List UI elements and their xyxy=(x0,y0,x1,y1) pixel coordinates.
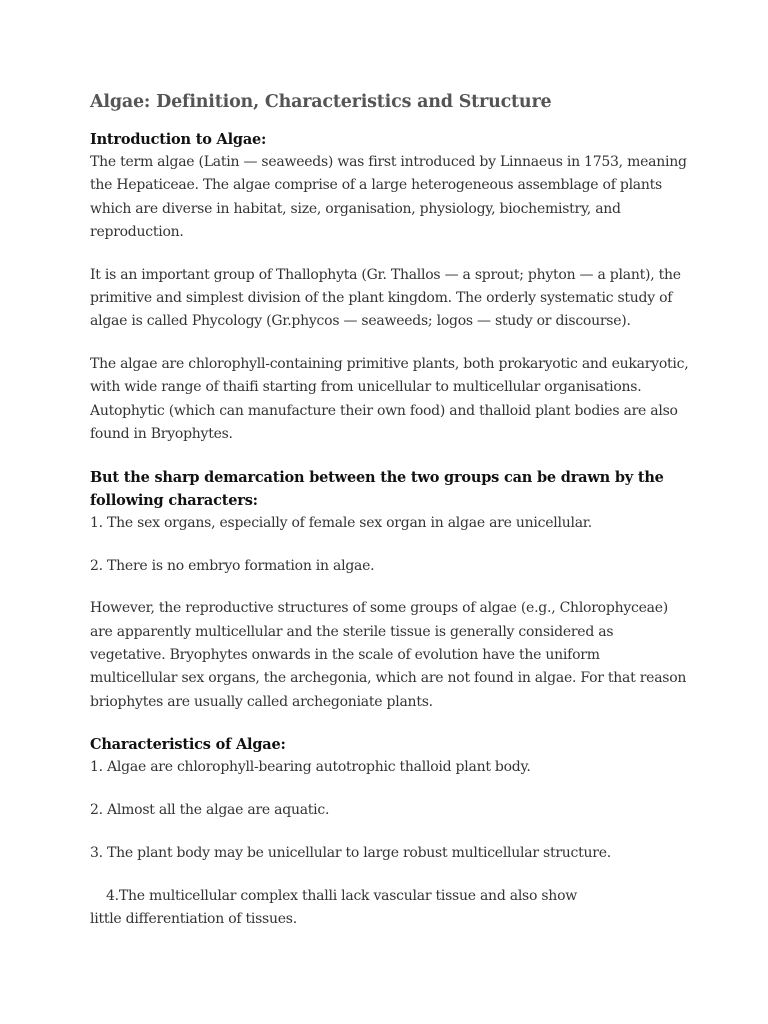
demarcation-heading: But the sharp demarcation between the two groups can be drawn by the following characters: xyxy=(90,468,664,509)
demarcation-item-2: 2. There is no embryo formation in algae. xyxy=(90,557,375,574)
characteristic-item-1: 1. Algae are chlorophyll-bearing autotrophic thalloid plant body. xyxy=(90,759,531,776)
article xyxy=(90,88,690,931)
demarcation-paragraph: However, the reproductive structures of some groups of algae (e.g., Chlorophyceae) are apparently multicellular and the sterile tissue is generally considered as vegetative. Bryophytes onwards in the scale of evolution have the uniform multicellular sex organs, the archegonia, which are not found in algae. For that reason briophytes are usually called archegoniate plants. xyxy=(90,600,687,710)
characteristic-item-4-line-2: little differentiation of tissues. xyxy=(90,911,297,928)
intro-paragraph-1: The term algae (Latin — seaweeds) was first introduced by Linnaeus in 1753, meaning the Hepaticeae. The algae comprise of a large heterogeneous assemblage of plants which are diverse in habitat, size, organisation, physiology, biochemistry, and reproduction. xyxy=(90,154,687,240)
characteristic-item-4-line-1: 4.The multicellular complex thalli lack vascular tissue and also show xyxy=(106,887,577,904)
intro-heading: Introduction to Algae: xyxy=(90,131,267,148)
intro-paragraph-3: The algae are chlorophyll-containing primitive plants, both prokaryotic and eukaryotic, with wide range of thaifi starting from unicellular to multicellular organisations. Autophytic (which can manufacture their own food) and thalloid plant bodies are also found in Bryophytes. xyxy=(90,356,689,442)
intro-paragraph-2: It is an important group of Thallophyta (Gr. Thallos — a sprout; phyton — a plant), the primitive and simplest division of the plant kingdom. The orderly systematic study of algae is called Phycology (Gr.phycos — seaweeds; logos — study or discourse). xyxy=(90,266,681,330)
characteristic-item-2: 2. Almost all the algae are aquatic. xyxy=(90,802,330,819)
characteristics-heading: Characteristics of Algae: xyxy=(90,736,286,754)
article-title: Algae: Definition, Characteristics and Structure xyxy=(90,92,552,112)
characteristic-item-3: 3. The plant body may be unicellular to large robust multicellular structure. xyxy=(90,844,611,861)
demarcation-item-1: 1. The sex organs, especially of female sex organ in algae are unicellular. xyxy=(90,514,592,531)
characteristic-item-4 xyxy=(90,885,690,932)
